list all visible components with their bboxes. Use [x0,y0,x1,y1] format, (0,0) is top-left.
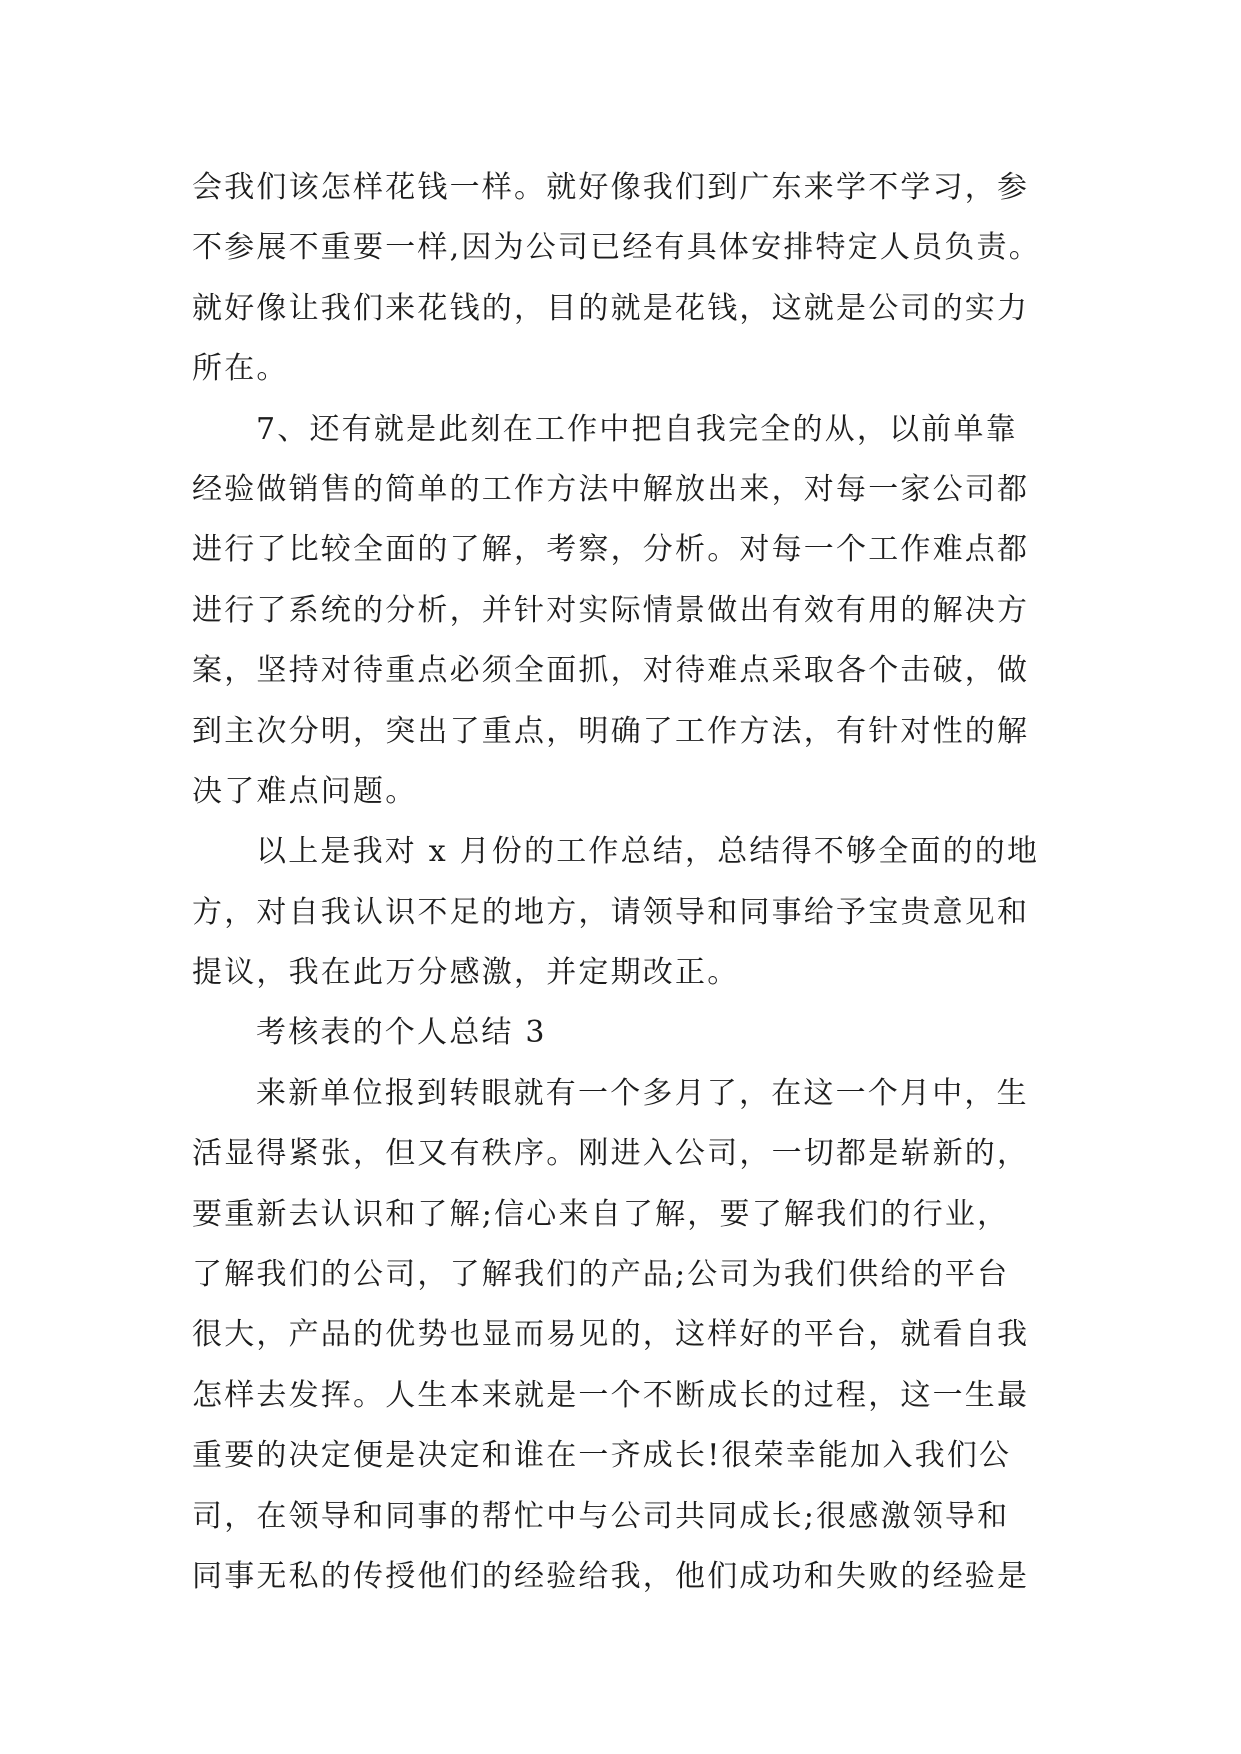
text-line: 了解我们的公司，了解我们的产品;公司为我们供给的平台 [192,1257,1010,1293]
text-line: 到主次分明，突出了重点，明确了工作方法，有针对性的解 [192,713,1030,749]
text-line: 活显得紧张，但又有秩序。刚进入公司，一切都是崭新的， [192,1136,1030,1172]
text-line: 所在。 [192,351,289,387]
text-line: 决了难点问题。 [192,773,418,809]
text-line: 怎样去发挥。人生本来就是一个不断成长的过程，这一生最 [192,1377,1030,1413]
document-body [192,158,1092,1607]
text-line: 方，对自我认识不足的地方，请领导和同事给予宝贵意见和 [192,894,1030,930]
text-line: 进行了比较全面的了解，考察，分析。对每一个工作难点都 [192,532,1030,568]
text-line: 提议，我在此万分感激，并定期改正。 [192,955,740,991]
text-line: 案，坚持对待重点必须全面抓，对待难点采取各个击破，做 [192,653,1030,689]
text-line: 很大，产品的优势也显而易见的，这样好的平台，就看自我 [192,1317,1030,1353]
text-line: 要重新去认识和了解;信心来自了解，要了解我们的行业， [192,1196,1010,1232]
text-line: 会我们该怎样花钱一样。就好像我们到广东来学不学习，参 [192,170,1030,205]
text-line: 以上是我对 x 月份的工作总结，总结得不够全面的的地 [256,834,1040,870]
text-line: 不参展不重要一样,因为公司已经有具体安排特定人员负责。 [192,230,1041,266]
text-line: 经验做销售的简单的工作方法中解放出来，对每一家公司都 [192,471,1030,507]
text-line: 就好像让我们来花钱的，目的就是花钱，这就是公司的实力 [192,290,1030,326]
text-line: 考核表的个人总结 3 [256,1015,547,1051]
text-line: 司，在领导和同事的帮忙中与公司共同成长;很感激领导和 [192,1498,1010,1534]
text-line: 7、还有就是此刻在工作中把自我完全的从，以前单靠 [256,411,1018,447]
text-line: 同事无私的传授他们的经验给我，他们成功和失败的经验是 [192,1558,1030,1594]
text-line: 重要的决定便是决定和谁在一齐成长!很荣幸能加入我们公 [192,1438,1012,1474]
text-line: 来新单位报到转眼就有一个多月了，在这一个月中，生 [256,1075,1029,1111]
text-line: 进行了系统的分析，并针对实际情景做出有效有用的解决方 [192,592,1030,628]
